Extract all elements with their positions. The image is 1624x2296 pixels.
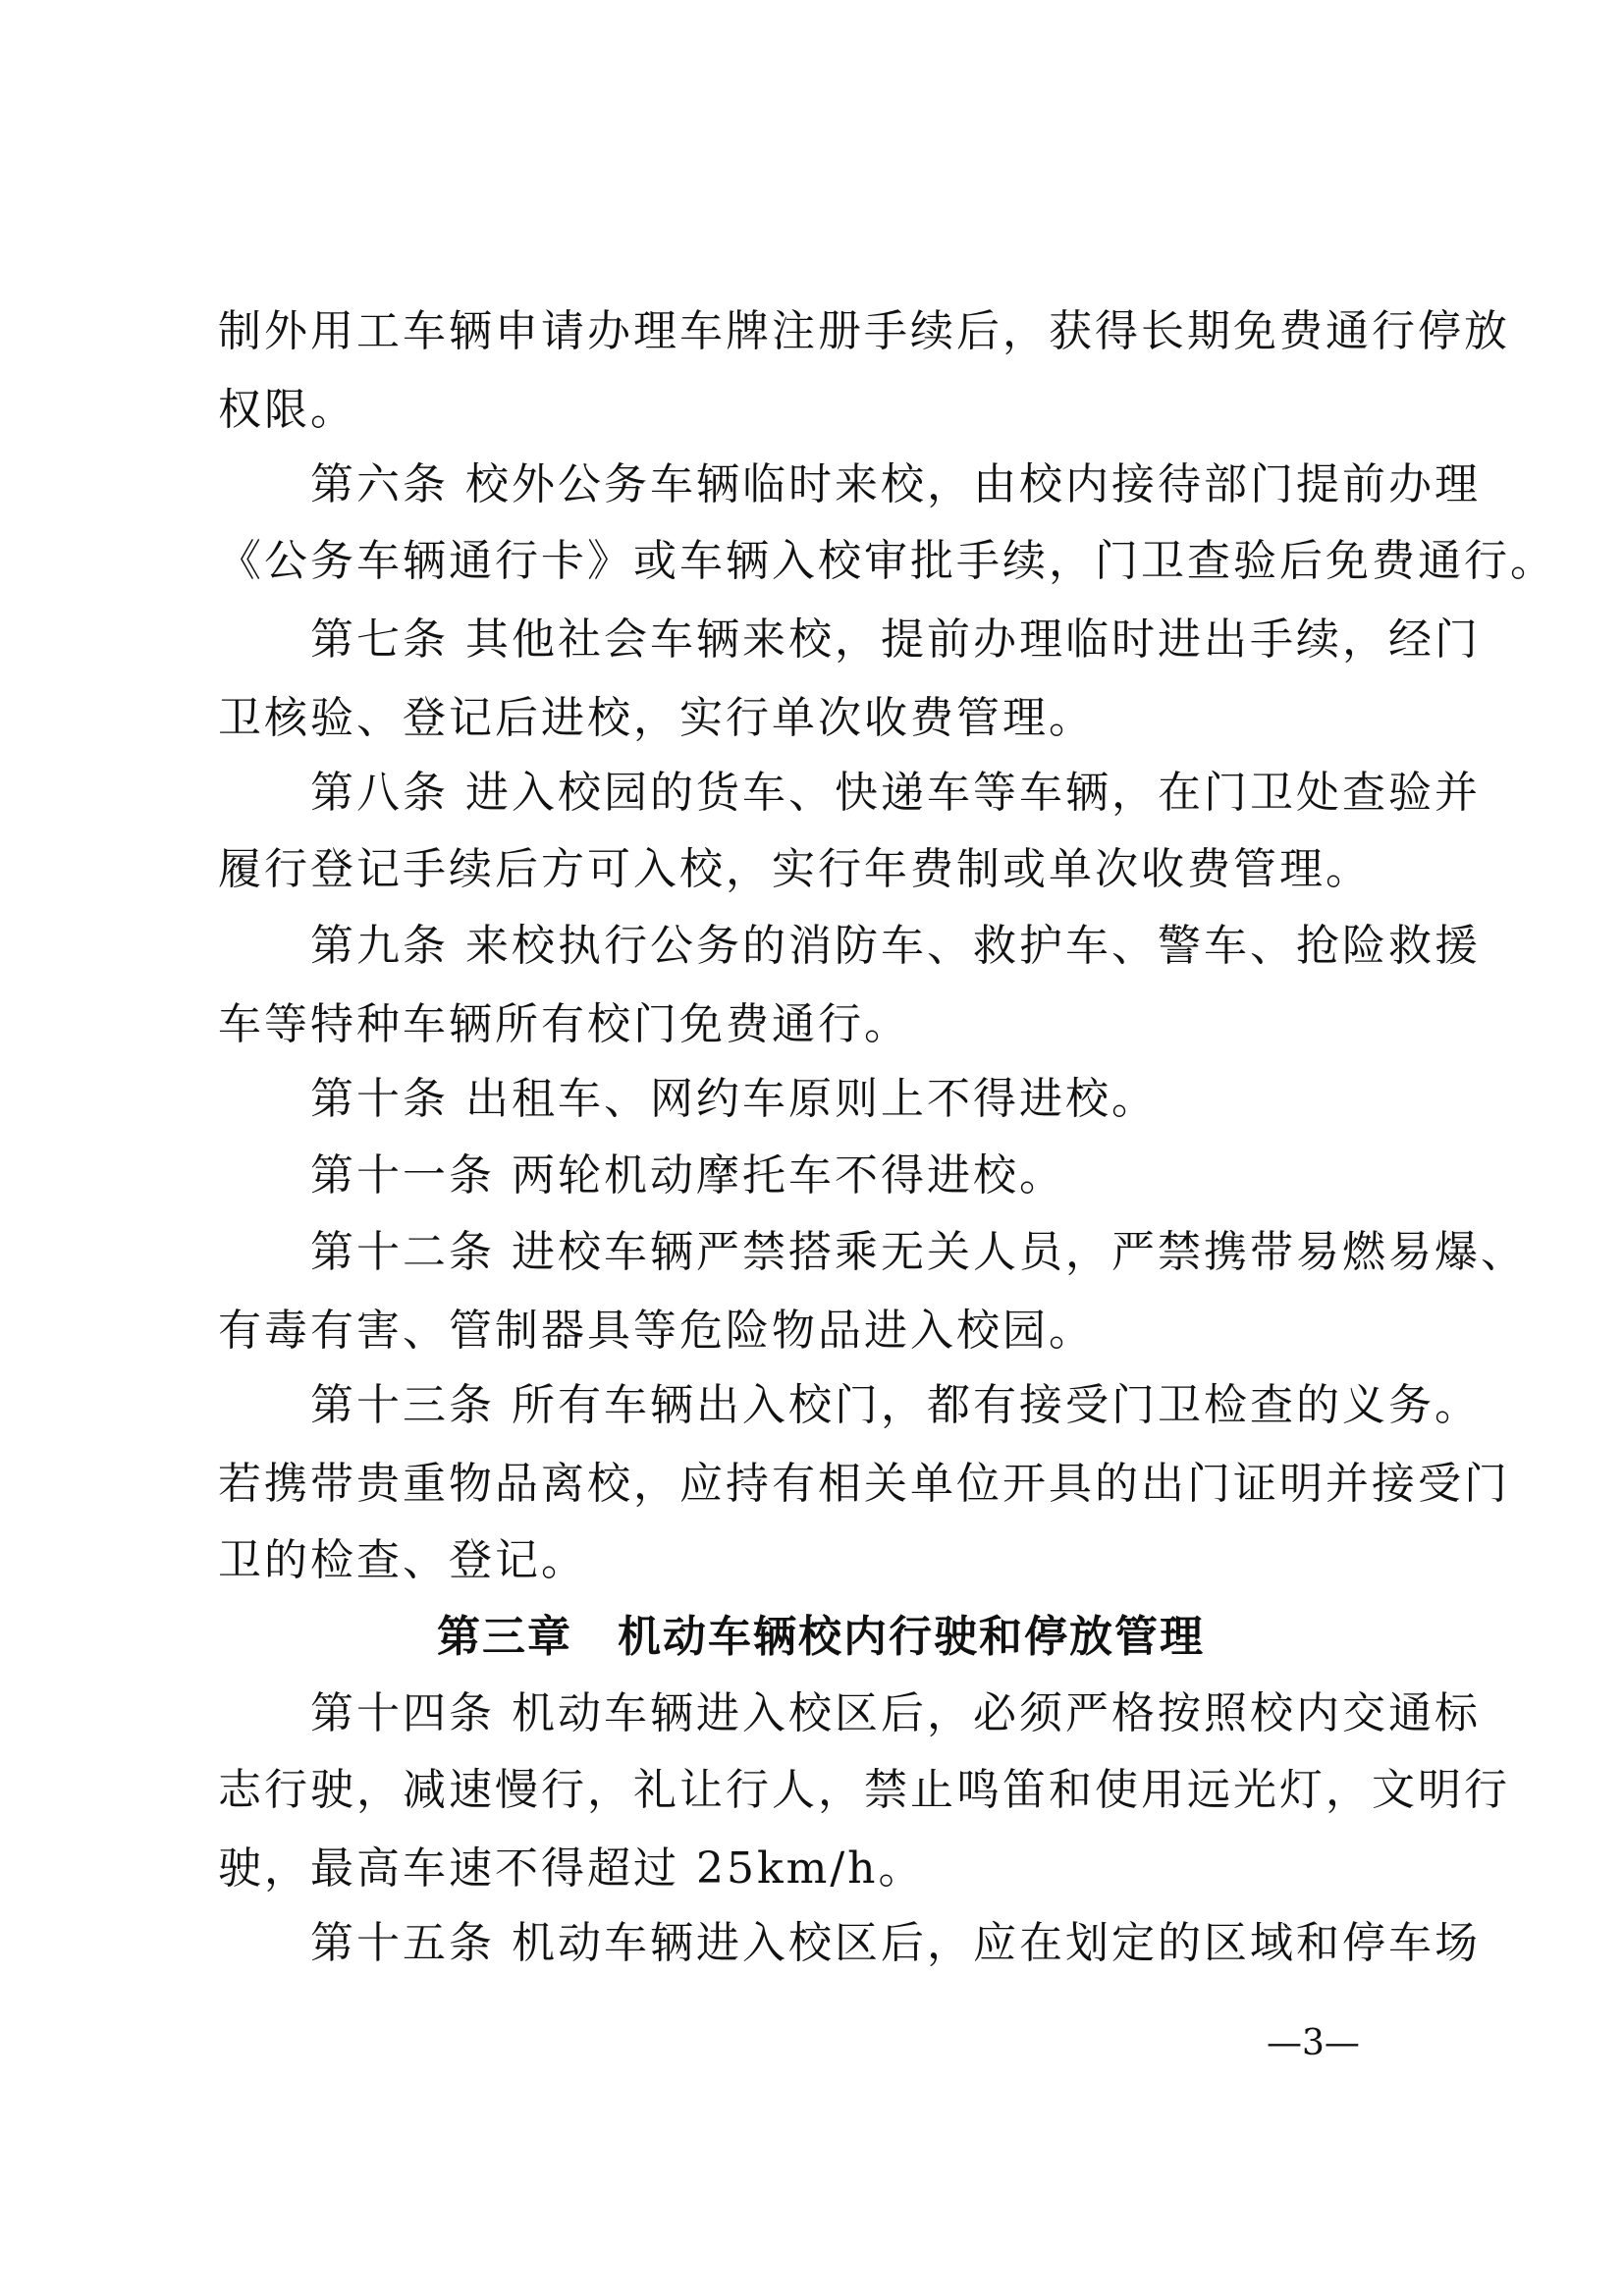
article-13-line: 第十三条 所有车辆出入校门，都有接受门卫检查的义务。 [218,1380,1481,1430]
chapter-heading: 第三章 机动车辆校内行驶和停放管理 [437,1612,1205,1662]
article-13-line: 若携带贵重物品离校，应持有相关单位开具的出门证明并接受门 [218,1459,1510,1509]
article-15-line: 第十五条 机动车辆进入校区后，应在划定的区域和停车场 [218,1918,1481,1968]
article-9-line: 第九条 来校执行公务的消防车、救护车、警车、抢险救援 [218,921,1481,971]
article-8-line: 履行登记手续后方可入校，实行年费制或单次收费管理。 [218,844,1372,894]
article-13-line: 卫的检查、登记。 [218,1535,587,1585]
page-number: —3— [1267,2023,1360,2063]
article-14-line: 第十四条 机动车辆进入校区后，必须严格按照校内交通标 [218,1688,1481,1738]
paragraph-line: 权限。 [218,385,356,435]
paragraph-line: 制外用工车辆申请办理车牌注册手续后，获得长期免费通行停放 [218,306,1510,356]
article-12-line: 第十二条 进校车辆严禁搭乘无关人员，严禁携带易燃易爆、 [218,1227,1527,1277]
article-14-line: 驶，最高车速不得超过 25km/h。 [218,1843,925,1894]
article-9-line: 车等特种车辆所有校门免费通行。 [218,999,910,1049]
article-11-line: 第十一条 两轮机动摩托车不得进校。 [218,1150,1065,1201]
article-7-line: 卫核验、登记后进校，实行单次收费管理。 [218,693,1095,743]
article-6-line: 《公务车辆通行卡》或车辆入校审批手续，门卫查验后免费通行。 [218,536,1556,586]
article-7-line: 第七条 其他社会车辆来校，提前办理临时进出手续，经门 [218,614,1481,665]
article-10-line: 第十条 出租车、网约车原则上不得进校。 [218,1074,1158,1124]
article-12-line: 有毒有害、管制器具等危险物品进入校园。 [218,1306,1095,1356]
article-14-line: 志行驶，减速慢行，礼让行人，禁止鸣笛和使用远光灯，文明行 [218,1765,1510,1815]
article-6-line: 第六条 校外公务车辆临时来校，由校内接待部门提前办理 [218,459,1481,509]
article-8-line: 第八条 进入校园的货车、快递车等车辆，在门卫处查验并 [218,768,1481,818]
